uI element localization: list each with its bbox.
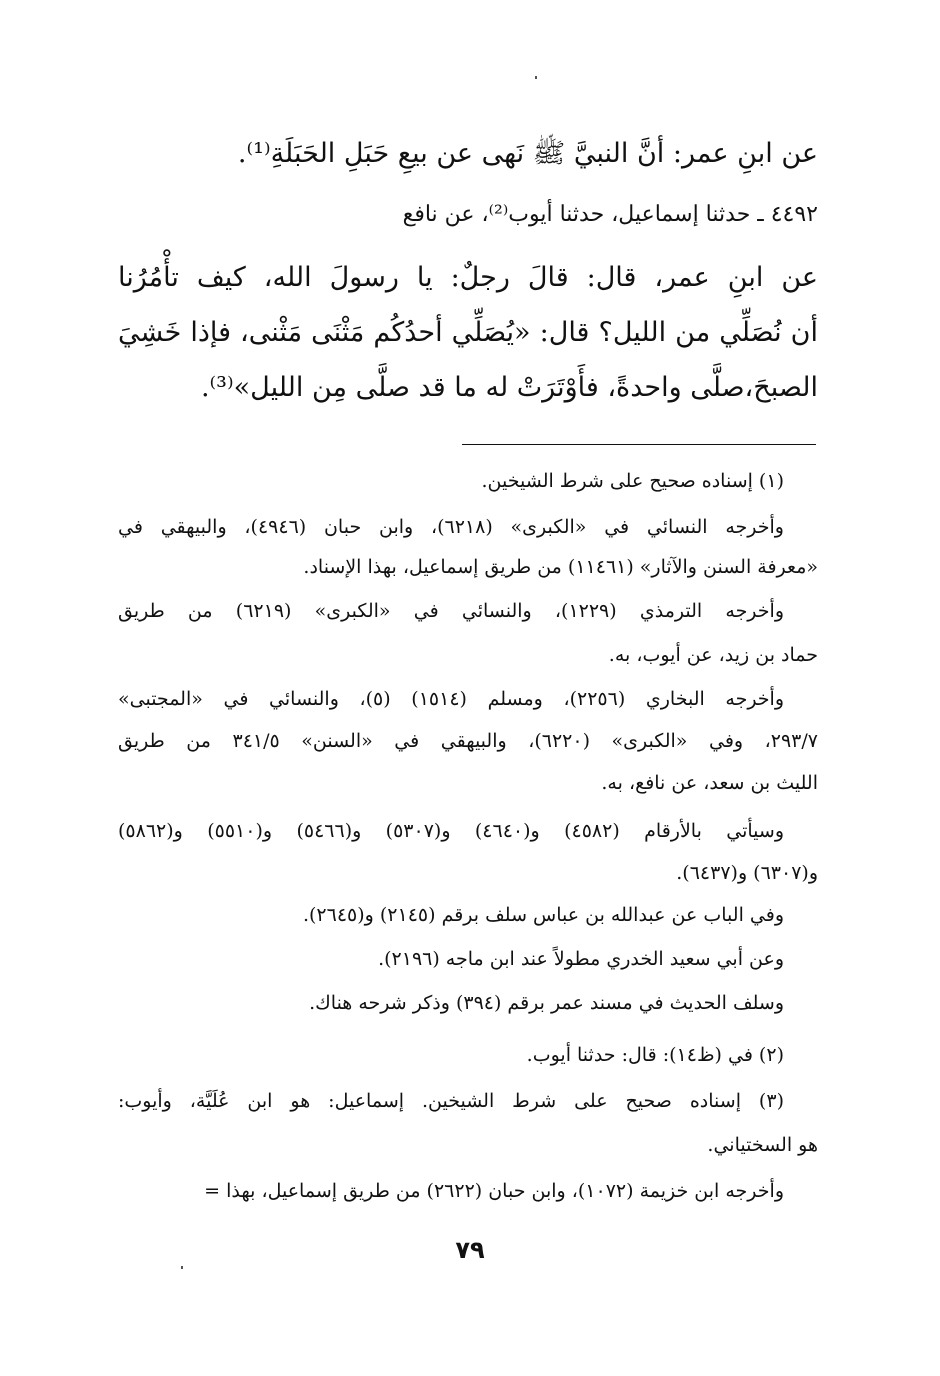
footnote-line: ٢٩٣/٧، وفي «الكبرى» (٦٢٢٠)، والبيهقي في «السنن» ٣٤١/٥ من طريق (118, 730, 818, 752)
footnote-divider (462, 444, 816, 445)
footnote-line: وأخرجه النسائي في «الكبرى» (٦٢١٨)، وابن حبان (٤٩٤٦)، والبيهقي في (118, 516, 784, 538)
footnote-line: وأخرجه ابن خزيمة (١٠٧٢)، وابن حبان (٢٦٢٢) من طريق إسماعيل، بهذا = (204, 1180, 784, 1202)
footnote-line: وأخرجه البخاري (٢٢٥٦)، ومسلم (١٥١٤) (٥)، والنسائي في «المجتبى» (118, 688, 784, 710)
footnote-line: و(٦٣٠٧) و(٦٤٣٧). (676, 862, 818, 884)
footnote-line: وأخرجه الترمذي (١٢٢٩)، والنسائي في «الكبرى» (٦٢١٩) من طريق (118, 600, 784, 622)
footnote-line: (٢) في (ظ١٤): قال: حدثنا أيوب. (526, 1044, 784, 1066)
main-line: عن ابنِ عمر، قال: قالَ رجلٌ: يا رسولَ الله، كيف تأْمُرُنا (118, 262, 818, 293)
footnote-line: حماد بن زيد، عن أيوب، به. (608, 644, 818, 666)
ink-speck (181, 1266, 183, 1269)
main-line: الصبحَ،صلَّى واحدةً، فأَوْتَرَتْ له ما قد صلَّى مِن الليل»⁽³⁾. (200, 372, 818, 403)
ink-speck (535, 76, 537, 79)
hadith-number-line: ٤٤٩٢ ـ حدثنا إسماعيل، حدثنا أيوب⁽²⁾، عن نافع (402, 202, 818, 227)
main-line: عن ابنِ عمر: أنَّ النبيَّ ﷺ نَهى عن بيعِ حَبَلِ الحَبَلَةِ⁽¹⁾. (237, 138, 818, 169)
footnote-line: وسيأتي بالأرقام (٤٥٨٢) و(٤٦٤٠) و(٥٣٠٧) و(٥٤٦٦) و(٥٥١٠) و(٥٨٦٢) (118, 820, 784, 842)
footnote-line: (١) إسناده صحيح على شرط الشيخين. (481, 470, 784, 492)
footnote-line: وفي الباب عن عبدالله بن عباس سلف برقم (٢١٤٥) و(٢٦٤٥). (302, 904, 784, 926)
footnote-line: هو السختياني. (707, 1134, 818, 1156)
main-line: أن نُصَلِّي من الليل؟ قال: «يُصَلِّي أحدُكُم مَثْنَى مَثْنى، فإذا خَشِيَ (118, 317, 818, 348)
footnote-line: «معرفة السنن والآثار» (١١٤٦١) من طريق إسماعيل، بهذا الإسناد. (303, 556, 818, 578)
page-number: ٧٩ (455, 1236, 485, 1264)
footnote-line: الليث بن سعد، عن نافع، به. (601, 772, 818, 794)
footnote-line: وسلف الحديث في مسند عمر برقم (٣٩٤) وذكر شرحه هناك. (309, 992, 784, 1014)
footnote-line: (٣) إسناده صحيح على شرط الشيخين. إسماعيل: هو ابن عُلَيَّة، وأيوب: (118, 1090, 784, 1112)
footnote-line: وعن أبي سعيد الخدري مطولاً عند ابن ماجه (٢١٩٦). (378, 948, 784, 970)
